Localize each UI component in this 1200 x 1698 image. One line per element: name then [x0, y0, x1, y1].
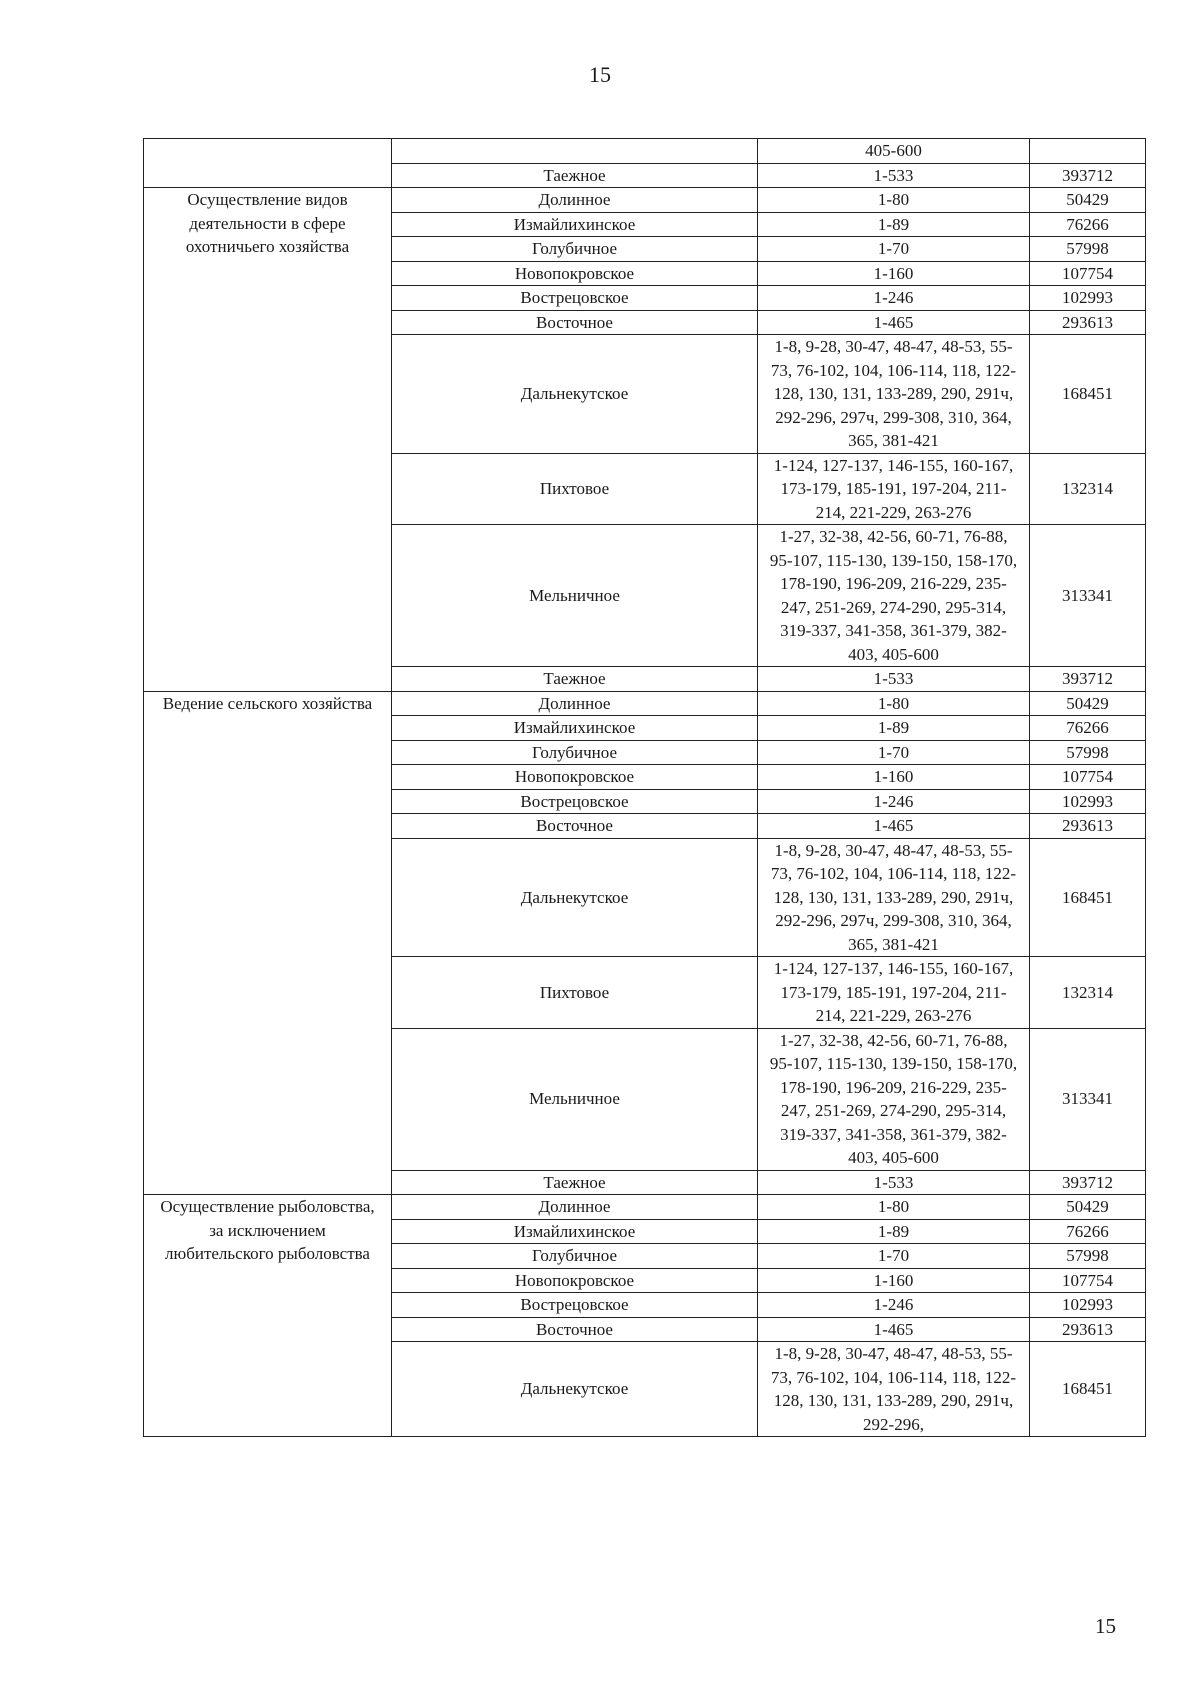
area-cell: 107754 [1030, 1268, 1146, 1293]
blocks-cell: 1-70 [758, 740, 1030, 765]
blocks-cell: 1-89 [758, 212, 1030, 237]
forestry-cell: Восточное [392, 1317, 758, 1342]
table-body [144, 139, 1146, 1437]
forestry-cell: Мельничное [392, 525, 758, 667]
blocks-cell: 1-533 [758, 163, 1030, 188]
area-cell [1030, 139, 1146, 164]
forestry-cell: Пихтовое [392, 453, 758, 525]
forestry-cell [392, 139, 758, 164]
area-cell: 393712 [1030, 163, 1146, 188]
blocks-cell: 1-124, 127-137, 146-155, 160-167, 173-179, 185-191, 197-204, 211-214, 221-229, 263-276 [758, 957, 1030, 1029]
area-cell: 168451 [1030, 1342, 1146, 1437]
table-row [144, 1195, 1146, 1220]
blocks-cell: 1-89 [758, 716, 1030, 741]
blocks-cell: 1-89 [758, 1219, 1030, 1244]
forestry-cell: Восточное [392, 310, 758, 335]
area-cell: 293613 [1030, 1317, 1146, 1342]
blocks-cell: 1-160 [758, 261, 1030, 286]
area-cell: 107754 [1030, 261, 1146, 286]
blocks-cell: 1-160 [758, 1268, 1030, 1293]
blocks-cell: 1-246 [758, 1293, 1030, 1318]
forestry-cell: Дальнекутское [392, 1342, 758, 1437]
forestry-cell: Долинное [392, 691, 758, 716]
table-row [144, 188, 1146, 213]
category-cell: Ведение сельского хозяйства [144, 691, 392, 1195]
blocks-cell: 1-8, 9-28, 30-47, 48-47, 48-53, 55-73, 76-102, 104, 106-114, 118, 122-128, 130, 131, 133-289, 290, 291ч, 292-296, [758, 1342, 1030, 1437]
area-cell: 50429 [1030, 691, 1146, 716]
area-cell: 102993 [1030, 789, 1146, 814]
area-cell: 107754 [1030, 765, 1146, 790]
page-number-top: 15 [589, 62, 611, 87]
forestry-cell: Таежное [392, 163, 758, 188]
blocks-cell: 1-160 [758, 765, 1030, 790]
area-cell: 293613 [1030, 310, 1146, 335]
forestry-cell: Пихтовое [392, 957, 758, 1029]
forestry-cell: Долинное [392, 188, 758, 213]
blocks-cell: 1-246 [758, 286, 1030, 311]
area-cell: 50429 [1030, 1195, 1146, 1220]
forestry-cell: Таежное [392, 1170, 758, 1195]
blocks-cell: 1-465 [758, 310, 1030, 335]
blocks-cell: 1-8, 9-28, 30-47, 48-47, 48-53, 55-73, 76-102, 104, 106-114, 118, 122-128, 130, 131, 133-289, 290, 291ч, 292-296, 297ч, 299-308, 310, 364, 365, 381-421 [758, 838, 1030, 957]
forestry-cell: Измайлихинское [392, 716, 758, 741]
forestry-cell: Голубичное [392, 740, 758, 765]
blocks-cell: 1-80 [758, 691, 1030, 716]
area-cell: 313341 [1030, 1028, 1146, 1170]
category-cell: Осуществление рыболовства, за исключением любительского рыболовства [144, 1195, 392, 1437]
area-cell: 76266 [1030, 716, 1146, 741]
forestry-cell: Таежное [392, 667, 758, 692]
forestry-cell: Мельничное [392, 1028, 758, 1170]
blocks-cell: 1-124, 127-137, 146-155, 160-167, 173-179, 185-191, 197-204, 211-214, 221-229, 263-276 [758, 453, 1030, 525]
area-cell: 57998 [1030, 740, 1146, 765]
area-cell: 102993 [1030, 286, 1146, 311]
blocks-cell: 1-27, 32-38, 42-56, 60-71, 76-88, 95-107, 115-130, 139-150, 158-170, 178-190, 196-209, 216-229, 235-247, 251-269, 274-290, 295-314, 319-337, 341-358, 361-379, 382-403, 405-600 [758, 1028, 1030, 1170]
forestry-cell: Голубичное [392, 1244, 758, 1269]
area-cell: 168451 [1030, 838, 1146, 957]
area-cell: 168451 [1030, 335, 1146, 454]
blocks-cell: 1-465 [758, 814, 1030, 839]
forestry-cell: Голубичное [392, 237, 758, 262]
forestry-cell: Новопокровское [392, 765, 758, 790]
area-cell: 313341 [1030, 525, 1146, 667]
area-cell: 132314 [1030, 453, 1146, 525]
area-cell: 132314 [1030, 957, 1146, 1029]
forestry-cell: Восточное [392, 814, 758, 839]
table-row [144, 139, 1146, 164]
area-cell: 76266 [1030, 1219, 1146, 1244]
page-number-bottom: 15 [1095, 1614, 1116, 1638]
blocks-cell: 1-465 [758, 1317, 1030, 1342]
forestry-cell: Долинное [392, 1195, 758, 1220]
area-cell: 57998 [1030, 237, 1146, 262]
area-cell: 50429 [1030, 188, 1146, 213]
area-cell: 57998 [1030, 1244, 1146, 1269]
blocks-cell: 1-80 [758, 1195, 1030, 1220]
forest-use-table [143, 138, 1146, 1437]
category-cell [144, 139, 392, 188]
forestry-cell: Вострецовское [392, 286, 758, 311]
forestry-cell: Измайлихинское [392, 1219, 758, 1244]
blocks-cell: 1-8, 9-28, 30-47, 48-47, 48-53, 55-73, 76-102, 104, 106-114, 118, 122-128, 130, 131, 133-289, 290, 291ч, 292-296, 297ч, 299-308, 310, 364, 365, 381-421 [758, 335, 1030, 454]
forestry-cell: Вострецовское [392, 789, 758, 814]
blocks-cell: 1-533 [758, 667, 1030, 692]
forestry-cell: Измайлихинское [392, 212, 758, 237]
forestry-cell: Вострецовское [392, 1293, 758, 1318]
area-cell: 76266 [1030, 212, 1146, 237]
blocks-cell: 1-27, 32-38, 42-56, 60-71, 76-88, 95-107, 115-130, 139-150, 158-170, 178-190, 196-209, 216-229, 235-247, 251-269, 274-290, 295-314, 319-337, 341-358, 361-379, 382-403, 405-600 [758, 525, 1030, 667]
area-cell: 393712 [1030, 667, 1146, 692]
forestry-cell: Новопокровское [392, 1268, 758, 1293]
blocks-cell: 1-533 [758, 1170, 1030, 1195]
table-row [144, 691, 1146, 716]
area-cell: 293613 [1030, 814, 1146, 839]
area-cell: 393712 [1030, 1170, 1146, 1195]
forestry-cell: Дальнекутское [392, 838, 758, 957]
forestry-cell: Дальнекутское [392, 335, 758, 454]
blocks-cell: 405-600 [758, 139, 1030, 164]
category-cell: Осуществление видов деятельности в сфере охотничьего хозяйства [144, 188, 392, 692]
blocks-cell: 1-70 [758, 1244, 1030, 1269]
blocks-cell: 1-246 [758, 789, 1030, 814]
area-cell: 102993 [1030, 1293, 1146, 1318]
blocks-cell: 1-80 [758, 188, 1030, 213]
forestry-cell: Новопокровское [392, 261, 758, 286]
blocks-cell: 1-70 [758, 237, 1030, 262]
